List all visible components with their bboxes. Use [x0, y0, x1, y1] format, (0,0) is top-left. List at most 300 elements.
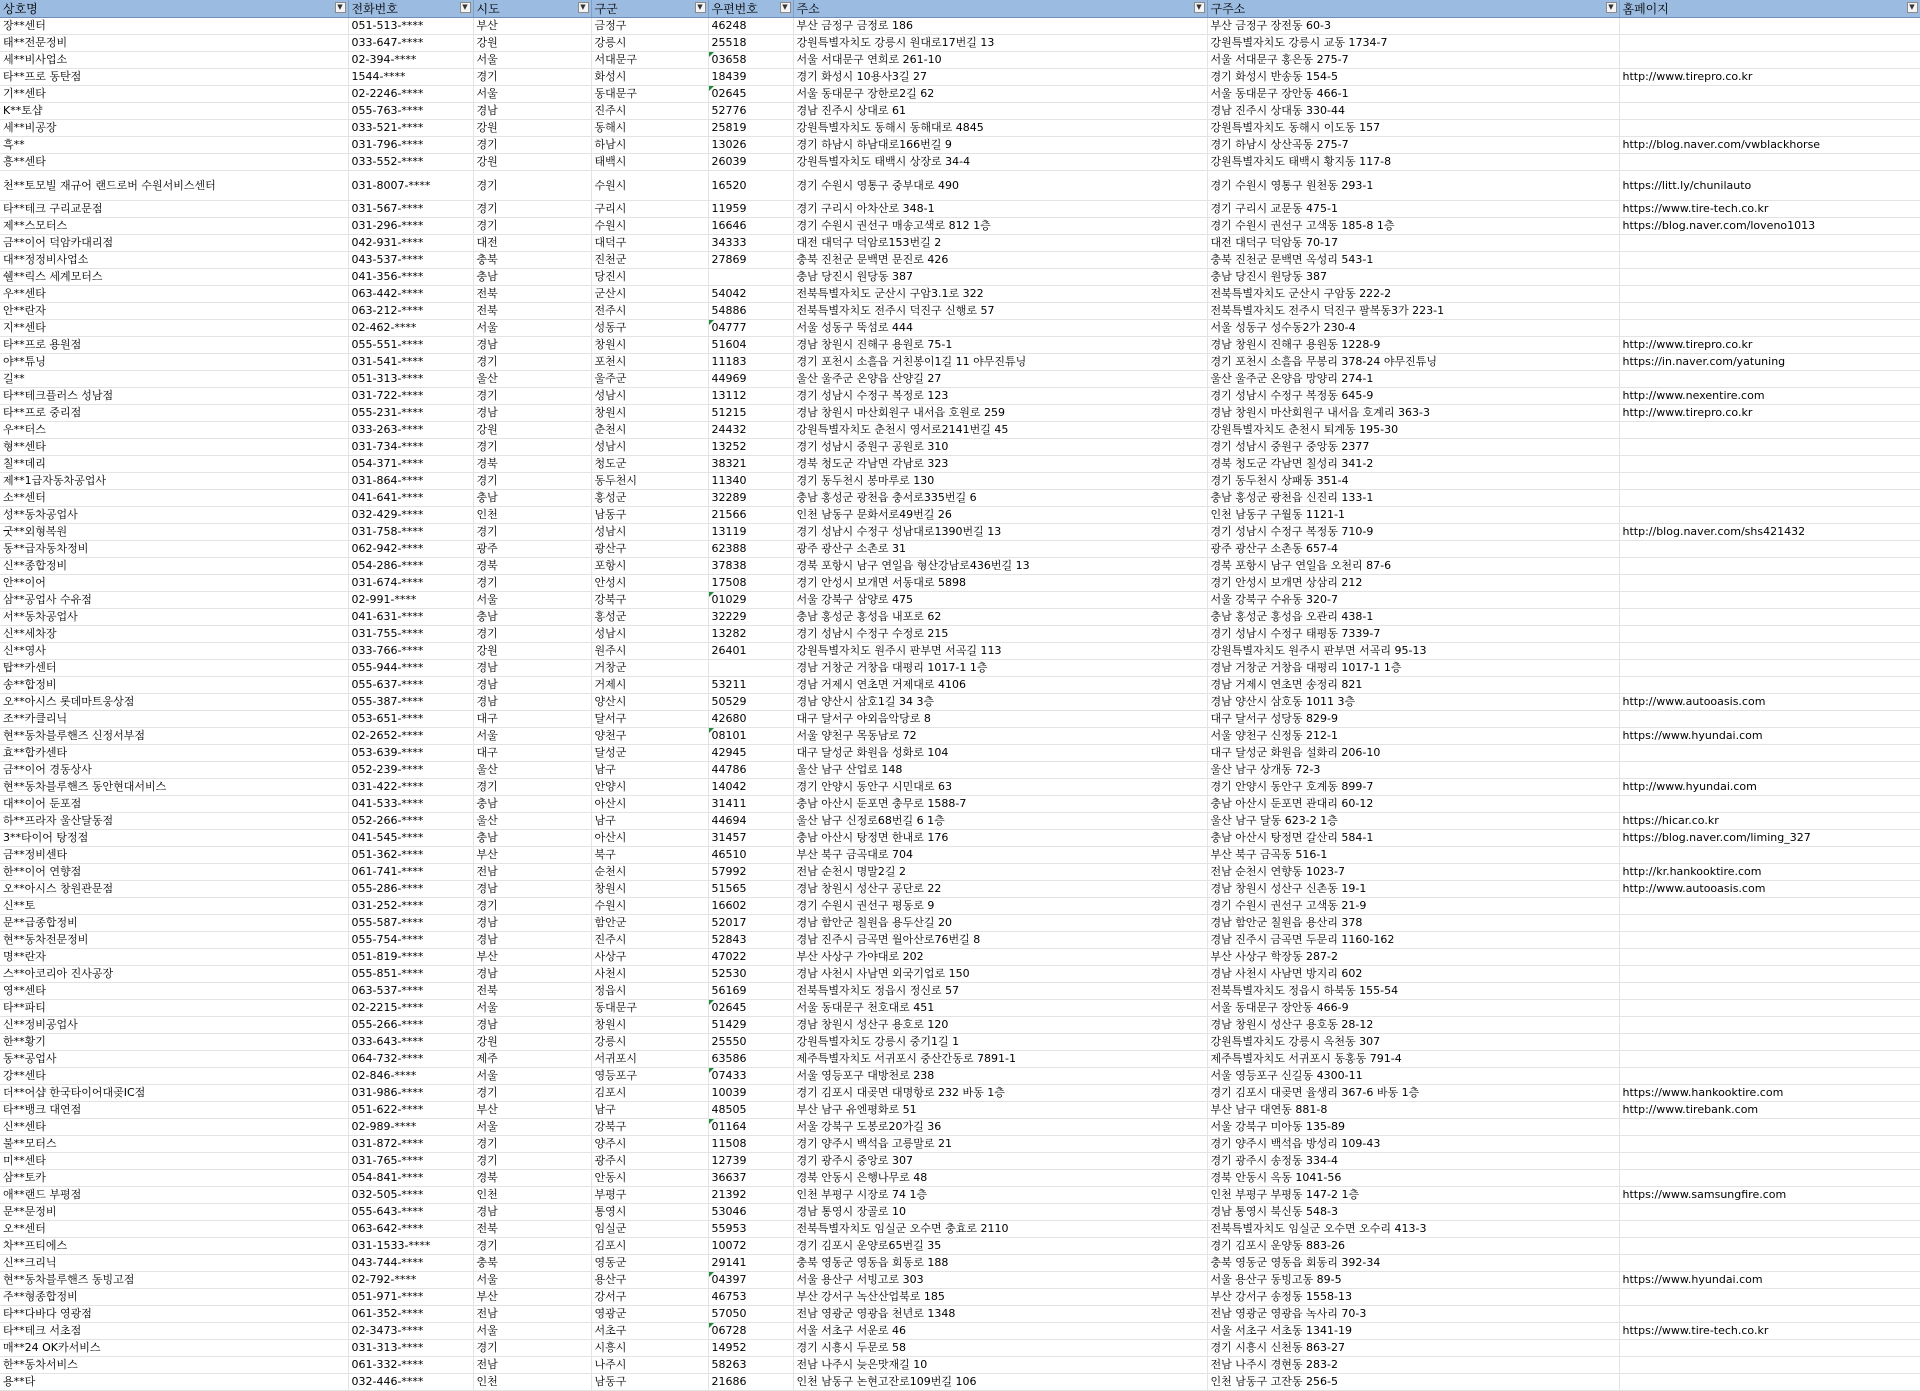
- cell-address[interactable]: 서울 영등포구 대방천로 238: [793, 1068, 1207, 1085]
- cell-address[interactable]: 서울 동대문구 천호대로 451: [793, 1000, 1207, 1017]
- cell-sido[interactable]: 경기: [473, 388, 591, 405]
- cell-old-address[interactable]: 경남 양산시 삼호동 1011 3층: [1207, 694, 1619, 711]
- cell-sido[interactable]: 부산: [473, 1289, 591, 1306]
- cell-zip[interactable]: 36637: [708, 1170, 793, 1187]
- cell-zip[interactable]: 52017: [708, 915, 793, 932]
- cell-homepage[interactable]: http://www.tirepro.co.kr: [1619, 69, 1920, 86]
- cell-name[interactable]: 삼**토카: [0, 1170, 348, 1187]
- cell-zip[interactable]: [708, 660, 793, 677]
- cell-sido[interactable]: 전북: [473, 286, 591, 303]
- cell-old-address[interactable]: 인천 부평구 부평동 147-2 1층: [1207, 1187, 1619, 1204]
- cell-zip[interactable]: 51565: [708, 881, 793, 898]
- cell-sido[interactable]: 부산: [473, 847, 591, 864]
- cell-name[interactable]: 영**센타: [0, 983, 348, 1000]
- cell-gugun[interactable]: 진천군: [591, 252, 708, 269]
- cell-homepage[interactable]: [1619, 371, 1920, 388]
- cell-sido[interactable]: 경남: [473, 405, 591, 422]
- cell-old-address[interactable]: 인천 남동구 고잔동 256-5: [1207, 1374, 1619, 1391]
- cell-phone[interactable]: 041-356-****: [348, 269, 473, 286]
- cell-gugun[interactable]: 홍성군: [591, 490, 708, 507]
- cell-old-address[interactable]: 광주 광산구 소촌동 657-4: [1207, 541, 1619, 558]
- cell-name[interactable]: 명**란자: [0, 949, 348, 966]
- cell-phone[interactable]: 031-567-****: [348, 201, 473, 218]
- cell-name[interactable]: 대**정정비사업소: [0, 252, 348, 269]
- cell-address[interactable]: 경기 성남시 수정구 복정로 123: [793, 388, 1207, 405]
- cell-gugun[interactable]: 양천구: [591, 728, 708, 745]
- cell-gugun[interactable]: 달성군: [591, 745, 708, 762]
- cell-homepage[interactable]: https://www.hyundai.com: [1619, 728, 1920, 745]
- cell-sido[interactable]: 충남: [473, 830, 591, 847]
- cell-zip[interactable]: 04777: [708, 320, 793, 337]
- cell-address[interactable]: 경기 성남시 수정구 성남대로1390번길 13: [793, 524, 1207, 541]
- cell-homepage[interactable]: [1619, 1000, 1920, 1017]
- cell-address[interactable]: 인천 남동구 문화서로49번길 26: [793, 507, 1207, 524]
- cell-address[interactable]: 경남 창원시 성산구 공단로 22: [793, 881, 1207, 898]
- cell-old-address[interactable]: 부산 강서구 송정동 1558-13: [1207, 1289, 1619, 1306]
- cell-gugun[interactable]: 성남시: [591, 524, 708, 541]
- cell-sido[interactable]: 경남: [473, 337, 591, 354]
- cell-homepage[interactable]: https://www.samsungfire.com: [1619, 1187, 1920, 1204]
- cell-homepage[interactable]: https://blog.naver.com/loveno1013: [1619, 218, 1920, 235]
- cell-phone[interactable]: 055-286-****: [348, 881, 473, 898]
- cell-address[interactable]: 강원특별자치도 강릉시 중기1길 1: [793, 1034, 1207, 1051]
- cell-zip[interactable]: 11340: [708, 473, 793, 490]
- cell-address[interactable]: 광주 광산구 소촌로 31: [793, 541, 1207, 558]
- cell-zip[interactable]: 46248: [708, 18, 793, 35]
- cell-old-address[interactable]: 서울 영등포구 신길동 4300-11: [1207, 1068, 1619, 1085]
- cell-name[interactable]: 오**아시스 롯데마트웅상점: [0, 694, 348, 711]
- cell-homepage[interactable]: [1619, 303, 1920, 320]
- cell-sido[interactable]: 경기: [473, 898, 591, 915]
- cell-phone[interactable]: 041-545-****: [348, 830, 473, 847]
- cell-homepage[interactable]: [1619, 320, 1920, 337]
- cell-old-address[interactable]: 울산 울주군 온양읍 망양리 274-1: [1207, 371, 1619, 388]
- cell-address[interactable]: 대구 달성군 화원읍 성화로 104: [793, 745, 1207, 762]
- cell-address[interactable]: 강원특별자치도 태백시 상장로 34-4: [793, 154, 1207, 171]
- cell-gugun[interactable]: 성남시: [591, 626, 708, 643]
- cell-gugun[interactable]: 창원시: [591, 1017, 708, 1034]
- cell-sido[interactable]: 서울: [473, 1119, 591, 1136]
- filter-dropdown-icon[interactable]: ▼: [1606, 2, 1617, 13]
- cell-phone[interactable]: 055-231-****: [348, 405, 473, 422]
- cell-phone[interactable]: 054-286-****: [348, 558, 473, 575]
- cell-name[interactable]: 타**테크 구리교문점: [0, 201, 348, 218]
- filter-dropdown-icon[interactable]: ▼: [1907, 2, 1918, 13]
- cell-zip[interactable]: 26401: [708, 643, 793, 660]
- filter-dropdown-icon[interactable]: ▼: [1194, 2, 1205, 13]
- cell-name[interactable]: 타**프로 동탄점: [0, 69, 348, 86]
- cell-phone[interactable]: 031-765-****: [348, 1153, 473, 1170]
- cell-gugun[interactable]: 성남시: [591, 388, 708, 405]
- cell-name[interactable]: 신**세차장: [0, 626, 348, 643]
- cell-zip[interactable]: 51215: [708, 405, 793, 422]
- cell-sido[interactable]: 경기: [473, 575, 591, 592]
- cell-phone[interactable]: 031-296-****: [348, 218, 473, 235]
- cell-address[interactable]: 경기 포천시 소흘읍 거친봉이1길 11 야무진튜닝: [793, 354, 1207, 371]
- cell-phone[interactable]: 063-642-****: [348, 1221, 473, 1238]
- cell-address[interactable]: 울산 남구 산업로 148: [793, 762, 1207, 779]
- cell-homepage[interactable]: [1619, 507, 1920, 524]
- cell-gugun[interactable]: 아산시: [591, 830, 708, 847]
- cell-homepage[interactable]: [1619, 1289, 1920, 1306]
- cell-address[interactable]: 부산 강서구 녹산산업북로 185: [793, 1289, 1207, 1306]
- cell-old-address[interactable]: 강원특별자치도 동해시 이도동 157: [1207, 120, 1619, 137]
- cell-gugun[interactable]: 포항시: [591, 558, 708, 575]
- cell-gugun[interactable]: 동대문구: [591, 1000, 708, 1017]
- cell-name[interactable]: 오**센터: [0, 1221, 348, 1238]
- cell-zip[interactable]: 25518: [708, 35, 793, 52]
- cell-name[interactable]: 현**동차블루핸즈 동안현대서비스: [0, 779, 348, 796]
- cell-sido[interactable]: 경북: [473, 456, 591, 473]
- cell-zip[interactable]: 53211: [708, 677, 793, 694]
- cell-phone[interactable]: 055-266-****: [348, 1017, 473, 1034]
- cell-name[interactable]: 불**모터스: [0, 1136, 348, 1153]
- cell-address[interactable]: 서울 성동구 뚝섬로 444: [793, 320, 1207, 337]
- cell-name[interactable]: 우**센타: [0, 286, 348, 303]
- cell-zip[interactable]: 42680: [708, 711, 793, 728]
- cell-name[interactable]: 한**황기: [0, 1034, 348, 1051]
- cell-gugun[interactable]: 영동군: [591, 1255, 708, 1272]
- cell-phone[interactable]: 032-446-****: [348, 1374, 473, 1391]
- cell-sido[interactable]: 경기: [473, 1153, 591, 1170]
- cell-zip[interactable]: 52843: [708, 932, 793, 949]
- cell-old-address[interactable]: 경기 수원시 권선구 고색동 21-9: [1207, 898, 1619, 915]
- cell-name[interactable]: 제**스모터스: [0, 218, 348, 235]
- cell-zip[interactable]: 42945: [708, 745, 793, 762]
- cell-homepage[interactable]: [1619, 1204, 1920, 1221]
- cell-name[interactable]: 우**터스: [0, 422, 348, 439]
- cell-name[interactable]: 주**형종합정비: [0, 1289, 348, 1306]
- cell-name[interactable]: 흑**: [0, 137, 348, 154]
- cell-name[interactable]: 칠**데리: [0, 456, 348, 473]
- cell-name[interactable]: 조**카클리닉: [0, 711, 348, 728]
- cell-phone[interactable]: 041-533-****: [348, 796, 473, 813]
- cell-old-address[interactable]: 경기 하남시 상산곡동 275-7: [1207, 137, 1619, 154]
- cell-address[interactable]: 경남 진주시 금곡면 월아산로76번길 8: [793, 932, 1207, 949]
- cell-sido[interactable]: 강원: [473, 35, 591, 52]
- cell-zip[interactable]: 13026: [708, 137, 793, 154]
- cell-gugun[interactable]: 홍성군: [591, 609, 708, 626]
- cell-zip[interactable]: 21392: [708, 1187, 793, 1204]
- cell-sido[interactable]: 경북: [473, 558, 591, 575]
- cell-zip[interactable]: 13282: [708, 626, 793, 643]
- cell-address[interactable]: 충남 당진시 원당동 387: [793, 269, 1207, 286]
- cell-phone[interactable]: 051-622-****: [348, 1102, 473, 1119]
- cell-old-address[interactable]: 경북 청도군 각남면 칠성리 341-2: [1207, 456, 1619, 473]
- cell-phone[interactable]: 051-819-****: [348, 949, 473, 966]
- cell-address[interactable]: 서울 동대문구 장한로2길 62: [793, 86, 1207, 103]
- cell-homepage[interactable]: [1619, 762, 1920, 779]
- cell-zip[interactable]: 13119: [708, 524, 793, 541]
- cell-gugun[interactable]: 창원시: [591, 881, 708, 898]
- cell-old-address[interactable]: 전남 영광군 영광읍 녹사리 70-3: [1207, 1306, 1619, 1323]
- cell-old-address[interactable]: 충남 아산시 탕정면 갈산리 584-1: [1207, 830, 1619, 847]
- cell-old-address[interactable]: 충남 아산시 둔포면 관대리 60-12: [1207, 796, 1619, 813]
- cell-old-address[interactable]: 서울 동대문구 장안동 466-1: [1207, 86, 1619, 103]
- cell-zip[interactable]: 06728: [708, 1323, 793, 1340]
- cell-sido[interactable]: 경기: [473, 1238, 591, 1255]
- cell-zip[interactable]: 21566: [708, 507, 793, 524]
- cell-sido[interactable]: 서울: [473, 1323, 591, 1340]
- cell-address[interactable]: 충북 영동군 영동읍 회동로 188: [793, 1255, 1207, 1272]
- cell-name[interactable]: 하**프라자 울산달동점: [0, 813, 348, 830]
- filter-dropdown-icon[interactable]: ▼: [695, 2, 706, 13]
- cell-phone[interactable]: 02-2246-****: [348, 86, 473, 103]
- cell-gugun[interactable]: 영광군: [591, 1306, 708, 1323]
- cell-homepage[interactable]: [1619, 1153, 1920, 1170]
- cell-sido[interactable]: 대구: [473, 711, 591, 728]
- cell-gugun[interactable]: 안동시: [591, 1170, 708, 1187]
- cell-sido[interactable]: 경기: [473, 779, 591, 796]
- cell-phone[interactable]: 055-944-****: [348, 660, 473, 677]
- cell-zip[interactable]: 54042: [708, 286, 793, 303]
- cell-address[interactable]: 전남 나주시 늦은맛재길 10: [793, 1357, 1207, 1374]
- cell-name[interactable]: 강**센타: [0, 1068, 348, 1085]
- column-header-name[interactable]: [0, 0, 348, 18]
- cell-homepage[interactable]: [1619, 235, 1920, 252]
- cell-gugun[interactable]: 남구: [591, 813, 708, 830]
- cell-old-address[interactable]: 울산 남구 달동 623-2 1층: [1207, 813, 1619, 830]
- cell-phone[interactable]: 033-647-****: [348, 35, 473, 52]
- cell-old-address[interactable]: 경북 포항시 남구 연일읍 오천리 87-6: [1207, 558, 1619, 575]
- cell-homepage[interactable]: http://www.nexentire.com: [1619, 388, 1920, 405]
- cell-address[interactable]: 경남 양산시 삼호1길 34 3층: [793, 694, 1207, 711]
- cell-gugun[interactable]: 수원시: [591, 218, 708, 235]
- cell-old-address[interactable]: 경남 통영시 북신동 548-3: [1207, 1204, 1619, 1221]
- cell-phone[interactable]: 031-674-****: [348, 575, 473, 592]
- cell-zip[interactable]: 11183: [708, 354, 793, 371]
- cell-name[interactable]: 삼**공업사 수유점: [0, 592, 348, 609]
- cell-phone[interactable]: 02-2652-****: [348, 728, 473, 745]
- cell-old-address[interactable]: 경남 함안군 칠원읍 용산리 378: [1207, 915, 1619, 932]
- cell-address[interactable]: 강원특별자치도 동해시 동해대로 4845: [793, 120, 1207, 137]
- cell-sido[interactable]: 울산: [473, 371, 591, 388]
- cell-old-address[interactable]: 전북특별자치도 전주시 덕진구 팔복동3가 223-1: [1207, 303, 1619, 320]
- cell-phone[interactable]: 02-2215-****: [348, 1000, 473, 1017]
- cell-phone[interactable]: 033-643-****: [348, 1034, 473, 1051]
- cell-address[interactable]: 대전 대덕구 덕암로153번길 2: [793, 235, 1207, 252]
- cell-old-address[interactable]: 서울 서초구 서초동 1341-19: [1207, 1323, 1619, 1340]
- cell-name[interactable]: 현**동차블루핸즈 신정서부점: [0, 728, 348, 745]
- cell-phone[interactable]: 031-864-****: [348, 473, 473, 490]
- cell-gugun[interactable]: 남구: [591, 1102, 708, 1119]
- cell-gugun[interactable]: 사상구: [591, 949, 708, 966]
- cell-zip[interactable]: 29141: [708, 1255, 793, 1272]
- cell-zip[interactable]: 01164: [708, 1119, 793, 1136]
- cell-sido[interactable]: 서울: [473, 1000, 591, 1017]
- cell-name[interactable]: 야**튜닝: [0, 354, 348, 371]
- cell-homepage[interactable]: http://blog.naver.com/shs421432: [1619, 524, 1920, 541]
- cell-phone[interactable]: 032-429-****: [348, 507, 473, 524]
- cell-address[interactable]: 전남 순천시 명말2길 2: [793, 864, 1207, 881]
- cell-phone[interactable]: 031-796-****: [348, 137, 473, 154]
- cell-address[interactable]: 부산 금정구 금정로 186: [793, 18, 1207, 35]
- cell-phone[interactable]: 054-371-****: [348, 456, 473, 473]
- cell-sido[interactable]: 인천: [473, 1187, 591, 1204]
- cell-zip[interactable]: 58263: [708, 1357, 793, 1374]
- cell-sido[interactable]: 부산: [473, 1102, 591, 1119]
- cell-old-address[interactable]: 서울 성동구 성수동2가 230-4: [1207, 320, 1619, 337]
- cell-sido[interactable]: 인천: [473, 1374, 591, 1391]
- cell-homepage[interactable]: [1619, 1136, 1920, 1153]
- cell-address[interactable]: 서울 강북구 도봉로20가길 36: [793, 1119, 1207, 1136]
- cell-name[interactable]: 타**테크플러스 성남점: [0, 388, 348, 405]
- cell-gugun[interactable]: 성동구: [591, 320, 708, 337]
- filter-dropdown-icon[interactable]: ▼: [780, 2, 791, 13]
- cell-homepage[interactable]: [1619, 915, 1920, 932]
- cell-homepage[interactable]: [1619, 439, 1920, 456]
- cell-name[interactable]: 신**크리닉: [0, 1255, 348, 1272]
- cell-name[interactable]: 타**뱅크 대연점: [0, 1102, 348, 1119]
- cell-phone[interactable]: 051-971-****: [348, 1289, 473, 1306]
- cell-address[interactable]: 경기 구리시 아차산로 348-1: [793, 201, 1207, 218]
- cell-name[interactable]: 서**동차공업사: [0, 609, 348, 626]
- cell-gugun[interactable]: 아산시: [591, 796, 708, 813]
- cell-zip[interactable]: 03658: [708, 52, 793, 69]
- cell-sido[interactable]: 경남: [473, 1017, 591, 1034]
- cell-gugun[interactable]: 동해시: [591, 120, 708, 137]
- cell-gugun[interactable]: 창원시: [591, 405, 708, 422]
- cell-address[interactable]: 전북특별자치도 군산시 구암3.1로 322: [793, 286, 1207, 303]
- cell-address[interactable]: 전북특별자치도 임실군 오수면 충효로 2110: [793, 1221, 1207, 1238]
- cell-zip[interactable]: 32289: [708, 490, 793, 507]
- cell-homepage[interactable]: [1619, 1170, 1920, 1187]
- cell-sido[interactable]: 충북: [473, 1255, 591, 1272]
- cell-old-address[interactable]: 경남 거제시 연초면 송정리 821: [1207, 677, 1619, 694]
- cell-name[interactable]: 제**1급자동차공업사: [0, 473, 348, 490]
- cell-address[interactable]: 경기 동두천시 봉마루로 130: [793, 473, 1207, 490]
- cell-zip[interactable]: 44694: [708, 813, 793, 830]
- cell-gugun[interactable]: 거창군: [591, 660, 708, 677]
- cell-old-address[interactable]: 서울 강북구 미아동 135-89: [1207, 1119, 1619, 1136]
- cell-address[interactable]: 경기 김포시 대곶면 대명항로 232 바동 1층: [793, 1085, 1207, 1102]
- cell-sido[interactable]: 경남: [473, 694, 591, 711]
- cell-name[interactable]: 한**이어 연향점: [0, 864, 348, 881]
- cell-sido[interactable]: 부산: [473, 18, 591, 35]
- cell-gugun[interactable]: 통영시: [591, 1204, 708, 1221]
- cell-old-address[interactable]: 제주특별자치도 서귀포시 동홍동 791-4: [1207, 1051, 1619, 1068]
- cell-phone[interactable]: 033-552-****: [348, 154, 473, 171]
- cell-homepage[interactable]: [1619, 1306, 1920, 1323]
- cell-name[interactable]: 현**동차전문정비: [0, 932, 348, 949]
- cell-sido[interactable]: 서울: [473, 592, 591, 609]
- cell-address[interactable]: 충남 홍성군 홍성읍 내포로 62: [793, 609, 1207, 626]
- cell-sido[interactable]: 강원: [473, 120, 591, 137]
- cell-homepage[interactable]: [1619, 796, 1920, 813]
- cell-phone[interactable]: 051-362-****: [348, 847, 473, 864]
- cell-old-address[interactable]: 경기 수원시 영통구 원천동 293-1: [1207, 171, 1619, 201]
- cell-address[interactable]: 대구 달서구 야외음악당로 8: [793, 711, 1207, 728]
- cell-sido[interactable]: 경남: [473, 677, 591, 694]
- cell-phone[interactable]: 055-637-****: [348, 677, 473, 694]
- cell-name[interactable]: 매**24 OK카서비스: [0, 1340, 348, 1357]
- cell-address[interactable]: 경남 진주시 상대로 61: [793, 103, 1207, 120]
- cell-name[interactable]: 신**종합정비: [0, 558, 348, 575]
- cell-zip[interactable]: 55953: [708, 1221, 793, 1238]
- cell-name[interactable]: 타**프로 용원점: [0, 337, 348, 354]
- cell-gugun[interactable]: 사천시: [591, 966, 708, 983]
- cell-phone[interactable]: 02-792-****: [348, 1272, 473, 1289]
- cell-name[interactable]: 타**테크 서초점: [0, 1323, 348, 1340]
- cell-name[interactable]: 쉘**릭스 세계모터스: [0, 269, 348, 286]
- cell-old-address[interactable]: 전북특별자치도 임실군 오수면 오수리 413-3: [1207, 1221, 1619, 1238]
- cell-address[interactable]: 충남 아산시 둔포면 충무로 1588-7: [793, 796, 1207, 813]
- cell-homepage[interactable]: [1619, 269, 1920, 286]
- cell-name[interactable]: 천**토모빌 재규어 랜드로버 수원서비스센터: [0, 171, 348, 201]
- cell-homepage[interactable]: http://www.autooasis.com: [1619, 694, 1920, 711]
- cell-zip[interactable]: 11508: [708, 1136, 793, 1153]
- cell-homepage[interactable]: [1619, 154, 1920, 171]
- cell-name[interactable]: K**토샵: [0, 103, 348, 120]
- cell-name[interactable]: 안**란자: [0, 303, 348, 320]
- cell-phone[interactable]: 052-266-****: [348, 813, 473, 830]
- cell-sido[interactable]: 경기: [473, 626, 591, 643]
- column-header-homepage[interactable]: [1619, 0, 1920, 18]
- cell-phone[interactable]: 031-872-****: [348, 1136, 473, 1153]
- cell-homepage[interactable]: [1619, 932, 1920, 949]
- cell-phone[interactable]: 055-387-****: [348, 694, 473, 711]
- cell-old-address[interactable]: 대구 달서구 성당동 829-9: [1207, 711, 1619, 728]
- cell-name[interactable]: 현**동차블루핸즈 동빙고점: [0, 1272, 348, 1289]
- cell-homepage[interactable]: [1619, 1221, 1920, 1238]
- cell-homepage[interactable]: [1619, 1238, 1920, 1255]
- cell-sido[interactable]: 인천: [473, 507, 591, 524]
- cell-phone[interactable]: 031-755-****: [348, 626, 473, 643]
- column-header-address[interactable]: [793, 0, 1207, 18]
- cell-gugun[interactable]: 수원시: [591, 171, 708, 201]
- cell-zip[interactable]: 10039: [708, 1085, 793, 1102]
- cell-gugun[interactable]: 청도군: [591, 456, 708, 473]
- cell-sido[interactable]: 경남: [473, 103, 591, 120]
- cell-gugun[interactable]: 수원시: [591, 898, 708, 915]
- cell-homepage[interactable]: [1619, 86, 1920, 103]
- cell-phone[interactable]: 02-991-****: [348, 592, 473, 609]
- cell-homepage[interactable]: [1619, 1068, 1920, 1085]
- cell-sido[interactable]: 서울: [473, 52, 591, 69]
- cell-name[interactable]: 애**랜드 부평점: [0, 1187, 348, 1204]
- cell-old-address[interactable]: 강원특별자치도 춘천시 퇴계동 195-30: [1207, 422, 1619, 439]
- cell-address[interactable]: 경기 수원시 권선구 매송고색로 812 1층: [793, 218, 1207, 235]
- cell-zip[interactable]: 24432: [708, 422, 793, 439]
- cell-address[interactable]: 경남 창원시 마산회원구 내서읍 호원로 259: [793, 405, 1207, 422]
- cell-old-address[interactable]: 울산 남구 상개동 72-3: [1207, 762, 1619, 779]
- cell-old-address[interactable]: 경기 성남시 수정구 복정동 645-9: [1207, 388, 1619, 405]
- cell-old-address[interactable]: 경남 진주시 금곡면 두문리 1160-162: [1207, 932, 1619, 949]
- cell-gugun[interactable]: 춘천시: [591, 422, 708, 439]
- cell-zip[interactable]: 53046: [708, 1204, 793, 1221]
- cell-phone[interactable]: 053-651-****: [348, 711, 473, 728]
- cell-address[interactable]: 경남 거창군 거창읍 대평리 1017-1 1층: [793, 660, 1207, 677]
- cell-zip[interactable]: 50529: [708, 694, 793, 711]
- cell-address[interactable]: 경기 안성시 보개면 서동대로 5898: [793, 575, 1207, 592]
- cell-address[interactable]: 경남 거제시 연초면 거제대로 4106: [793, 677, 1207, 694]
- cell-address[interactable]: 서울 서초구 서운로 46: [793, 1323, 1207, 1340]
- cell-address[interactable]: 경기 화성시 10용사3길 27: [793, 69, 1207, 86]
- cell-gugun[interactable]: 화성시: [591, 69, 708, 86]
- cell-name[interactable]: 타**프로 중리점: [0, 405, 348, 422]
- cell-address[interactable]: 전북특별자치도 정읍시 정신로 57: [793, 983, 1207, 1000]
- cell-homepage[interactable]: [1619, 898, 1920, 915]
- cell-zip[interactable]: 37838: [708, 558, 793, 575]
- cell-phone[interactable]: 061-741-****: [348, 864, 473, 881]
- column-header-old-address[interactable]: [1207, 0, 1619, 18]
- cell-zip[interactable]: 02645: [708, 86, 793, 103]
- cell-homepage[interactable]: [1619, 711, 1920, 728]
- cell-phone[interactable]: 055-754-****: [348, 932, 473, 949]
- cell-homepage[interactable]: [1619, 626, 1920, 643]
- cell-gugun[interactable]: 남동구: [591, 1374, 708, 1391]
- cell-address[interactable]: 경남 통영시 장골로 10: [793, 1204, 1207, 1221]
